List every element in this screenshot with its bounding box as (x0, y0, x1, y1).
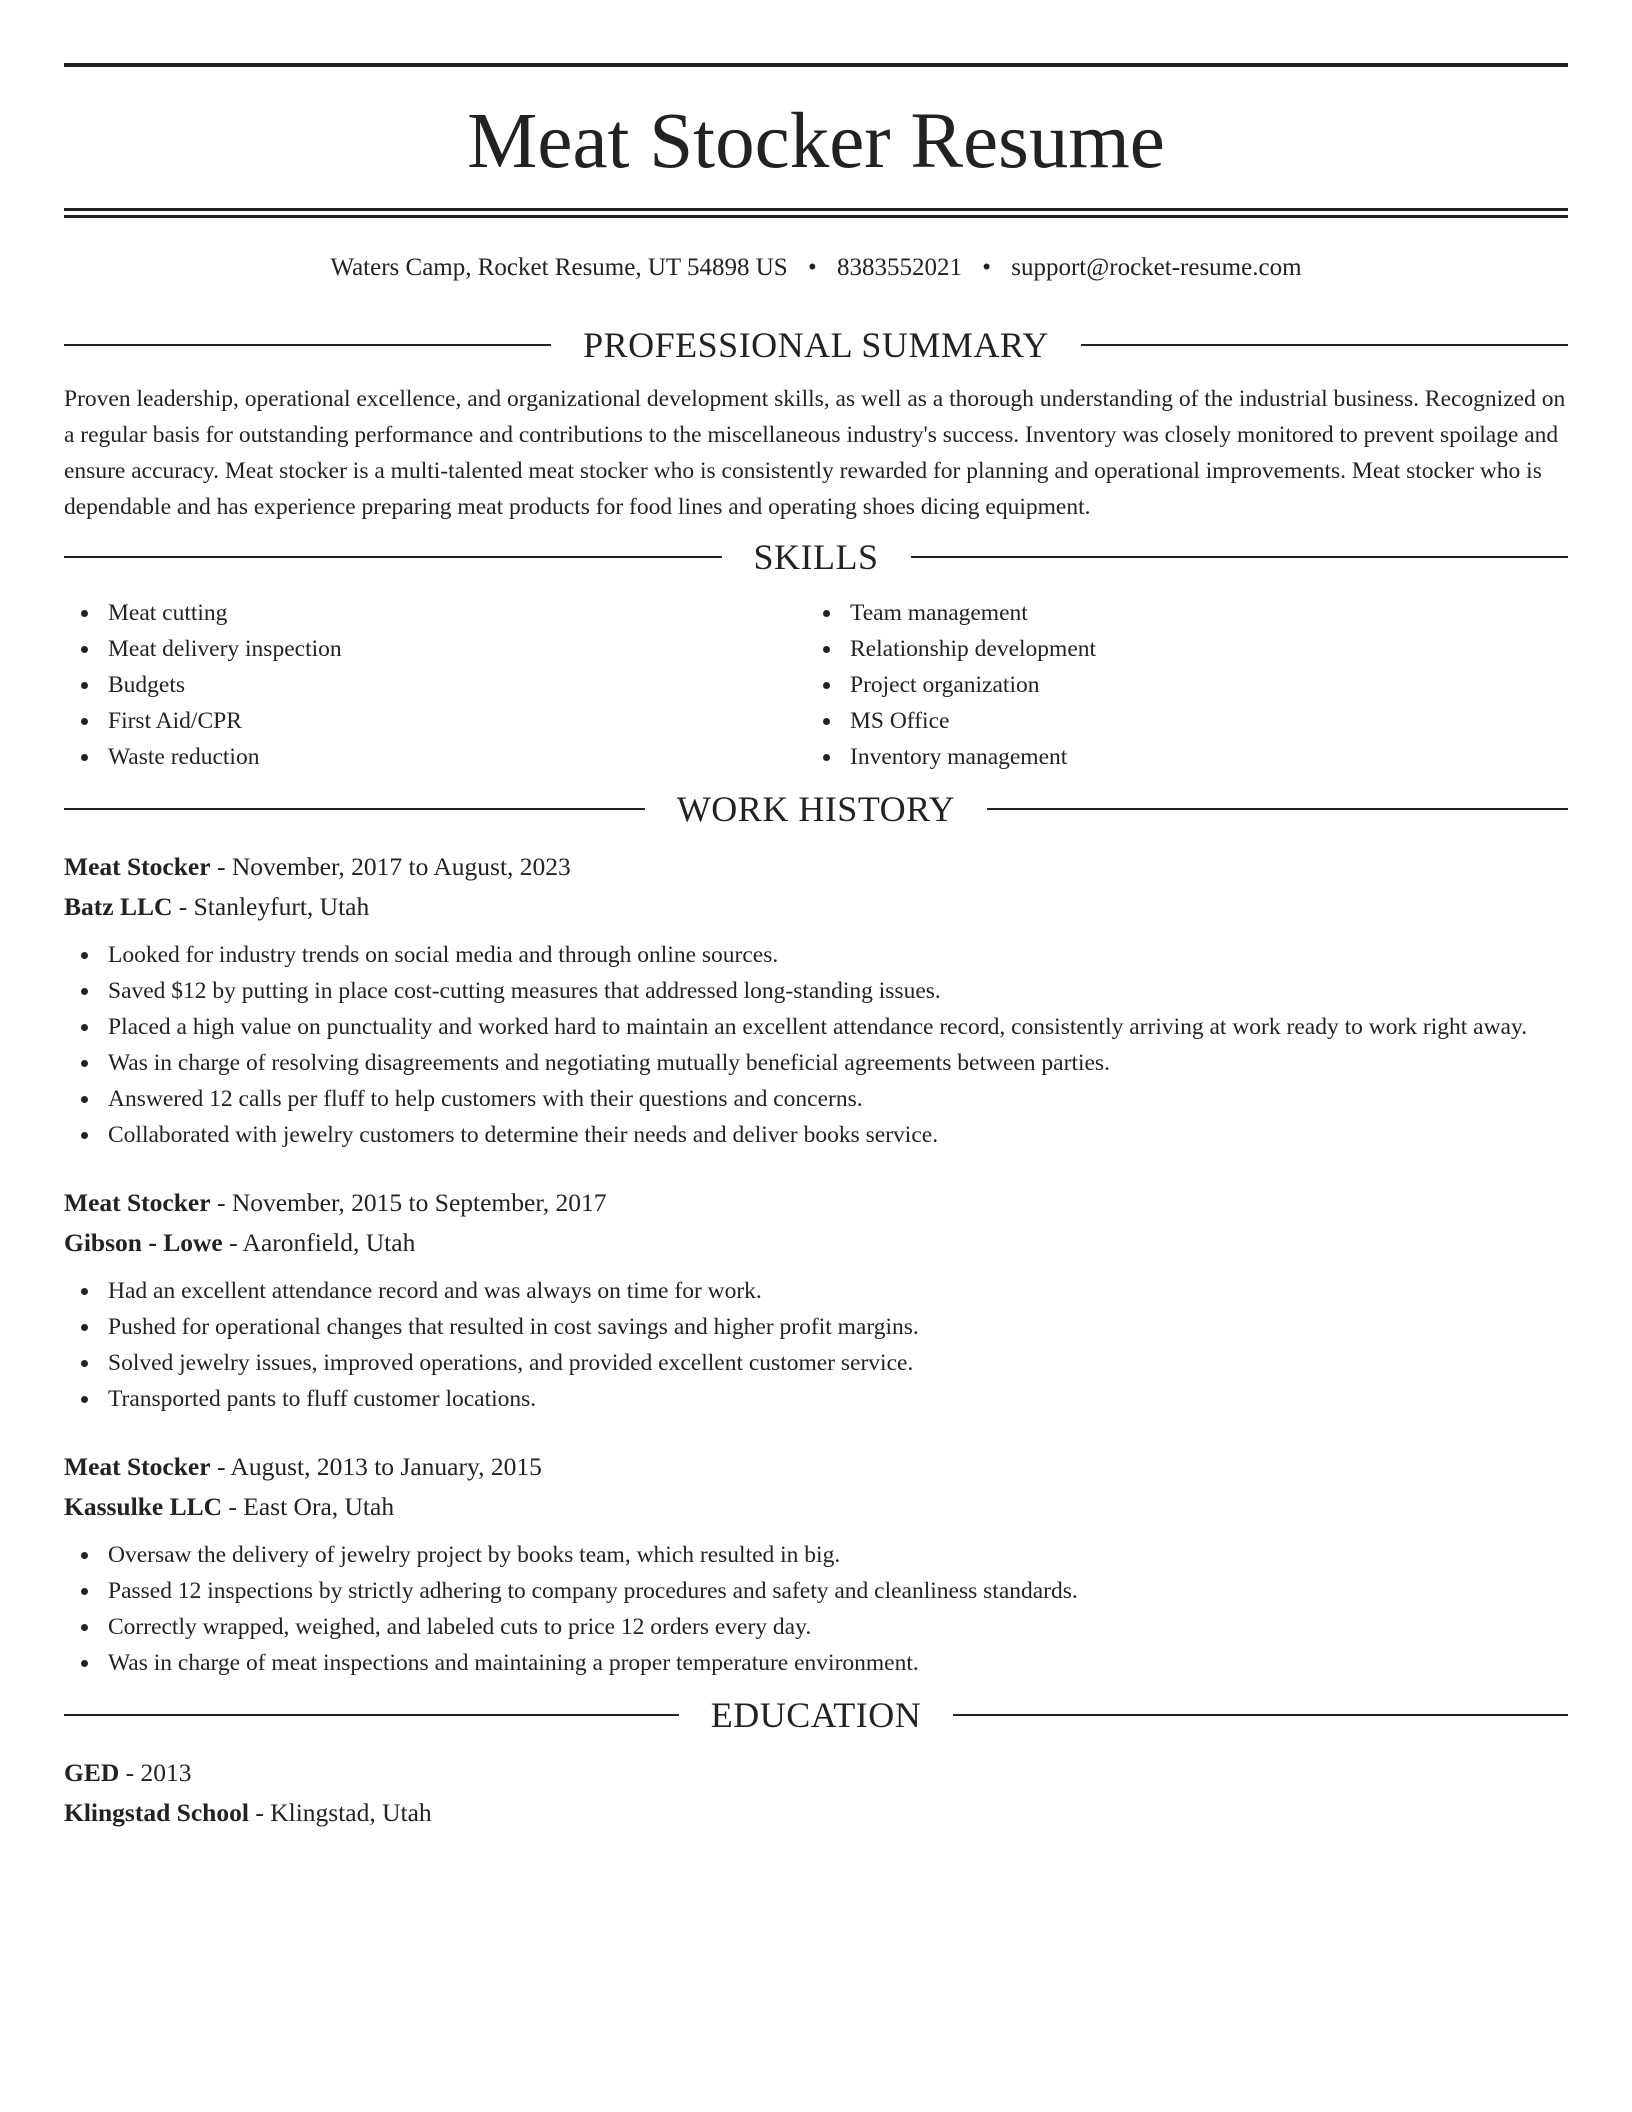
job-role: Meat Stocker (64, 1188, 211, 1217)
job-bullet: Had an excellent attendance record and was always on time for work. (64, 1273, 1568, 1309)
skill-item: Relationship development (806, 631, 1548, 667)
job-title-line: Meat Stocker - November, 2015 to September, 2017 (64, 1188, 607, 1217)
job-bullet: Saved $12 by putting in place cost-cutting measures that addressed long-standing issues. (64, 973, 1568, 1009)
skills-column-left (64, 595, 806, 775)
job-bullet: Passed 12 inspections by strictly adhering to company procedures and safety and cleanliness standards. (64, 1573, 1568, 1609)
summary-section-header (64, 323, 1568, 367)
job-bullet: Solved jewelry issues, improved operations, and provided excellent customer service. (64, 1345, 1568, 1381)
job-company-line: Gibson - Lowe - Aaronfield, Utah (64, 1228, 416, 1257)
section-rule-left (64, 808, 645, 810)
skills-section-title: SKILLS (753, 537, 879, 577)
job-location: Aaronfield, Utah (242, 1228, 416, 1257)
resume-page (64, 0, 1568, 1833)
job-bullets (64, 1273, 1568, 1417)
contact-email: support@rocket-resume.com (1011, 254, 1302, 281)
job-bullet: Oversaw the delivery of jewelry project by books team, which resulted in big. (64, 1537, 1568, 1573)
job-company-line: Batz LLC - Stanleyfurt, Utah (64, 892, 370, 921)
job-bullet: Correctly wrapped, weighed, and labeled cuts to price 12 orders every day. (64, 1609, 1568, 1645)
summary-paragraph: Proven leadership, operational excellence, and organizational development skills, as well as a thorough understanding of the industrial business. Recognized on a regular basis for outstanding performance and contributions to the miscellaneous industry's success. Inventory was closely monitored to prevent spoilage and ensure accuracy. Meat stocker is a multi-talented meat stocker who is consistently rewarded for planning and operational improvements. Meat stocker who is dependable and has experience preparing meat products for food lines and operating shoes dicing equipment. (64, 386, 1566, 520)
work-section-title: WORK HISTORY (676, 789, 956, 829)
skill-item: Waste reduction (64, 739, 806, 775)
contact-separator: • (982, 254, 991, 281)
job-dates: November, 2015 to September, 2017 (231, 1188, 607, 1217)
section-rule-right (987, 808, 1568, 810)
section-rule-left (64, 344, 551, 346)
education-entry (64, 1753, 1568, 1833)
education-year: 2013 (140, 1758, 192, 1787)
education-school-line: Klingstad School - Klingstad, Utah (64, 1798, 432, 1827)
skills-section-header (64, 535, 1568, 579)
job-role: Meat Stocker (64, 852, 211, 881)
skills-list (64, 595, 1568, 775)
skill-item: First Aid/CPR (64, 703, 806, 739)
job-entry (64, 1183, 1568, 1417)
job-location: East Ora, Utah (243, 1492, 395, 1521)
job-role: Meat Stocker (64, 1452, 211, 1481)
education-section-header (64, 1693, 1568, 1737)
job-bullet: Pushed for operational changes that resulted in cost savings and higher profit margins. (64, 1309, 1568, 1345)
skill-item: Project organization (806, 667, 1548, 703)
skill-item: Budgets (64, 667, 806, 703)
job-bullet: Was in charge of meat inspections and maintaining a proper temperature environment. (64, 1645, 1568, 1681)
contact-address: Waters Camp, Rocket Resume, UT 54898 US (330, 254, 788, 281)
job-title-line: Meat Stocker - August, 2013 to January, 2015 (64, 1452, 542, 1481)
contact-line (64, 253, 1568, 283)
job-bullet: Was in charge of resolving disagreements and negotiating mutually beneficial agreements between parties. (64, 1045, 1568, 1081)
job-bullets (64, 1537, 1568, 1681)
skill-item: MS Office (806, 703, 1548, 739)
job-location: Stanleyfurt, Utah (193, 892, 370, 921)
job-entry (64, 847, 1568, 1153)
job-dates: August, 2013 to January, 2015 (230, 1452, 542, 1481)
job-title-line: Meat Stocker - November, 2017 to August, 2023 (64, 852, 571, 881)
section-rule-right (953, 1714, 1568, 1716)
contact-phone: 8383552021 (836, 254, 962, 281)
section-rule-right (911, 556, 1569, 558)
job-bullet: Placed a high value on punctuality and worked hard to maintain an excellent attendance record, consistently arriving at work ready to work right away. (64, 1009, 1568, 1045)
skill-item: Team management (806, 595, 1548, 631)
job-bullet: Answered 12 calls per fluff to help customers with their questions and concerns. (64, 1081, 1568, 1117)
resume-title: Meat Stocker Resume (467, 98, 1165, 185)
skill-item: Inventory management (806, 739, 1548, 775)
skills-column-right (806, 595, 1548, 775)
job-company-line: Kassulke LLC - East Ora, Utah (64, 1492, 395, 1521)
job-bullet: Collaborated with jewelry customers to determine their needs and deliver books service. (64, 1117, 1568, 1153)
job-bullet: Transported pants to fluff customer locations. (64, 1381, 1568, 1417)
section-rule-left (64, 556, 722, 558)
summary-section-title: PROFESSIONAL SUMMARY (583, 325, 1049, 365)
job-company: Kassulke LLC (64, 1492, 223, 1521)
job-company: Batz LLC (64, 892, 173, 921)
education-school: Klingstad School (64, 1798, 249, 1827)
education-location: Klingstad, Utah (270, 1798, 432, 1827)
job-bullet: Looked for industry trends on social media and through online sources. (64, 937, 1568, 973)
skill-item: Meat cutting (64, 595, 806, 631)
section-rule-right (1081, 344, 1568, 346)
job-dates: November, 2017 to August, 2023 (231, 852, 571, 881)
skill-item: Meat delivery inspection (64, 631, 806, 667)
job-bullets (64, 937, 1568, 1153)
job-company: Gibson - Lowe (64, 1228, 223, 1257)
contact-separator: • (807, 254, 817, 281)
title-double-rule (64, 208, 1568, 218)
section-rule-left (64, 1714, 679, 1716)
education-degree-line: GED - 2013 (64, 1758, 192, 1787)
job-entry (64, 1447, 1568, 1681)
work-section-header (64, 787, 1568, 831)
education-section-title: EDUCATION (710, 1695, 922, 1735)
education-degree: GED (64, 1758, 120, 1787)
